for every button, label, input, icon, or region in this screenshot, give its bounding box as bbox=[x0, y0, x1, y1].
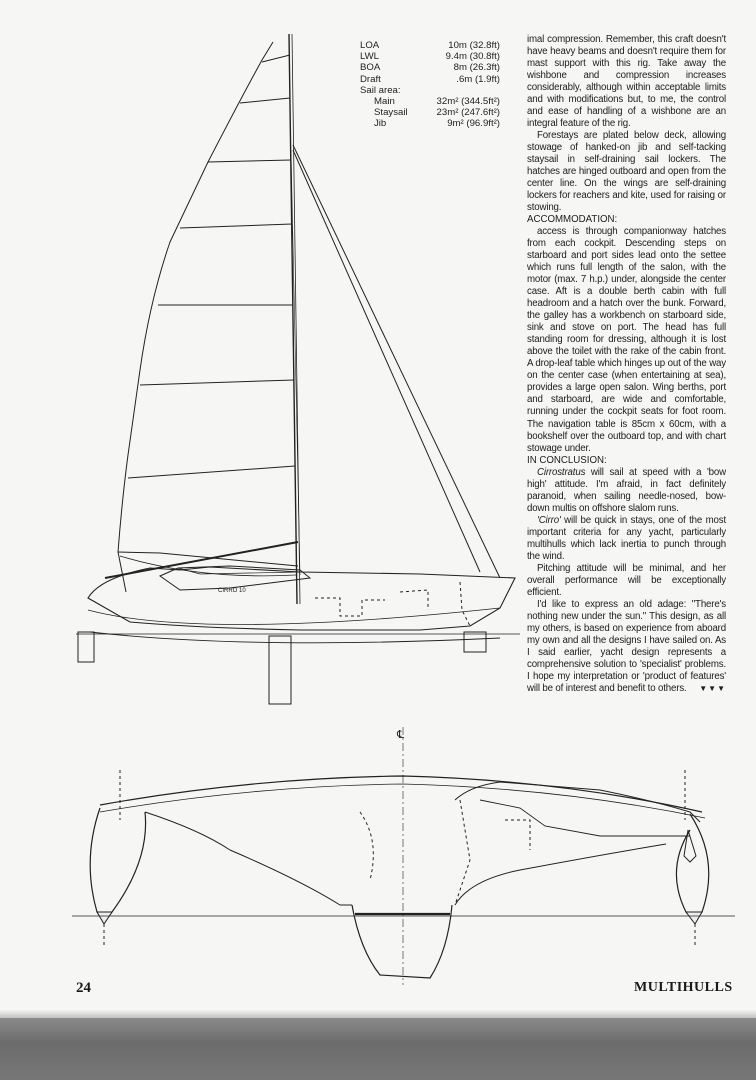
spec-value: 32m² (344.5ft²) bbox=[436, 95, 500, 107]
spec-label: Jib bbox=[374, 118, 387, 130]
spec-value: 8m (26.3ft) bbox=[453, 62, 500, 74]
article-column bbox=[527, 34, 726, 695]
paragraph-text: will be quick in stays, one of the most important criteria for any yacht, particularly multihulls which lack inertia to punch through the wind. bbox=[527, 514, 726, 562]
section-heading-accommodation: ACCOMMODATION: bbox=[527, 214, 618, 226]
spec-staysail bbox=[360, 107, 500, 118]
article-paragraph bbox=[527, 599, 726, 695]
spec-label: Sail area: bbox=[360, 84, 401, 96]
spec-jib bbox=[360, 118, 500, 129]
article-paragraph bbox=[527, 467, 726, 515]
centerline-mark: ℄ bbox=[397, 728, 405, 741]
specifications-table bbox=[360, 40, 500, 130]
magazine-title: MULTIHULLS bbox=[634, 980, 733, 995]
paragraph-text: will sail at speed with a 'bow high' attitude. I'm afraid, in fact definitely paranoid, when sailing needle-nosed, bow-down multis on offshore slalom runs. bbox=[527, 466, 726, 514]
spec-value: 23m² (247.6ft²) bbox=[436, 107, 500, 119]
spec-value: .6m (1.9ft) bbox=[456, 73, 500, 85]
section-heading-conclusion: IN CONCLUSION: bbox=[527, 454, 607, 466]
boat-name: Cirrostratus bbox=[537, 466, 586, 478]
spec-value: 9.4m (30.8ft) bbox=[445, 51, 500, 63]
spec-draft bbox=[360, 74, 500, 85]
hull-name-label: CIRRO 10 bbox=[218, 588, 246, 594]
article-paragraph: imal compression. Remember, this craft doesn't have heavy beams and doesn't require them for mast support with this rig. Take away the wishbone and compression increases considerably, although within acceptable limits and with modifications but, to me, the control and ease of handling of a wishbone are an integral feature of the rig. bbox=[527, 34, 726, 130]
spec-main bbox=[360, 96, 500, 107]
spec-label: LOA bbox=[360, 40, 380, 51]
spec-boa bbox=[360, 62, 500, 73]
spec-value: 9m² (96.9ft²) bbox=[447, 118, 500, 130]
boat-nickname: 'Cirro' bbox=[537, 514, 561, 526]
article-paragraph: Forestays are plated below deck, allowing stowage of hanked-on jib and self-tacking staysail in self-draining sail lockers. The hatches are hinged outboard and open from the center line. On the wings are self-draining lockers for reachers and kite, used for raising or stowing. bbox=[527, 130, 726, 214]
scan-dark-band bbox=[0, 1018, 756, 1080]
spec-value: 10m (32.8ft) bbox=[448, 40, 500, 51]
spec-loa bbox=[360, 40, 500, 51]
side-elevation-drawing bbox=[76, 34, 520, 704]
end-mark: ▼▼▼ bbox=[699, 683, 726, 693]
spec-label: Staysail bbox=[374, 107, 408, 119]
spec-label: Main bbox=[374, 95, 395, 107]
page-number: 24 bbox=[76, 980, 91, 996]
spec-label: Draft bbox=[360, 73, 381, 85]
spec-lwl bbox=[360, 51, 500, 62]
article-paragraph bbox=[527, 515, 726, 563]
spec-label: LWL bbox=[360, 51, 380, 63]
front-section-drawing bbox=[72, 727, 735, 985]
article-paragraph: Pitching attitude will be minimal, and her overall performance will be exceptionally efficient. bbox=[527, 562, 726, 598]
spec-label: BOA bbox=[360, 62, 381, 74]
paragraph-text: I'd like to express an old adage: "There's nothing new under the sun." This design, as all my others, is based on experience from aboard my own and all the designs I have sailed on. As I said earlier, yacht design represents a comprehensive solution to 'specialist' problems. I hope my interpretation or 'product of features' will be of interest and benefit to others. bbox=[527, 598, 726, 694]
spec-sail-area bbox=[360, 85, 500, 96]
article-paragraph: access is through companionway hatches from each cockpit. Descending steps on starboard and port sides lead onto the settee which runs full length of the salon, with the motor (max. 7 h.p.) under, alongside the center case. Aft is a double berth cabin with full headroom and a hatch over the bunk. Forward, the galley has a workbench on starboard side, sink and stove on port. The head has full standing room for dressing, although it is lost above the toilet with the rake of the cabin front. A drop-leaf table which hinges up out of the way on the center case (when entertaining at sea), provides a large open salon. Wing berths, port and starboard, are wide and comfortable, running under the cockpit seats for foot room. The navigation table is 85cm x 60cm, with a bookshelf over the outboard top, and with chart stowage under. bbox=[527, 226, 726, 454]
